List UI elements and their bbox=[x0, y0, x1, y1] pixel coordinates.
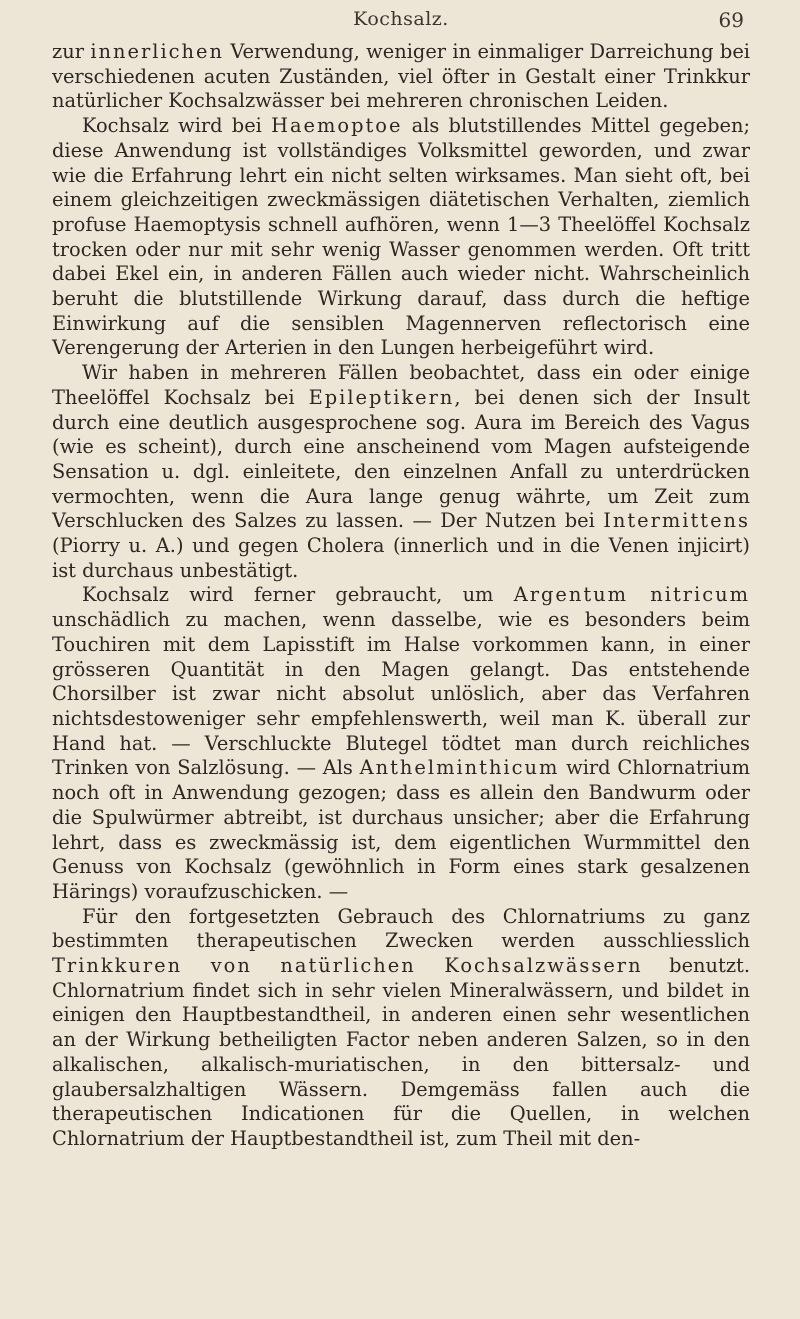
paragraph bbox=[52, 905, 750, 1152]
text-run: (Piorry u. A.) und gegen Cholera (innerlich und in die Venen injicirt) ist durchaus unbestätigt. bbox=[52, 534, 750, 582]
text-run: als blutstillendes Mittel gegeben; diese Anwendung ist vollständiges Volksmittel geworden, und zwar wie die Erfahrung lehrt ein nicht selten wirksames. Man sieht oft, bei einem gleichzeitigen zweckmässigen diätetischen Verhalten, ziemlich profuse Haemoptysis schnell aufhören, wenn 1—3 Theelöffel Kochsalz trocken oder nur mit sehr wenig Wasser genommen werden. Oft tritt dabei Ekel ein, in anderen Fällen auch wieder nicht. Wahrscheinlich beruht die blutstillende Wirkung darauf, dass durch die heftige Einwirkung auf die sensiblen Magennerven reflectorisch eine Verengerung der Arterien in den Lungen herbeigeführt wird. bbox=[52, 114, 750, 360]
emphasized-term: Argentum nitricum bbox=[513, 583, 750, 607]
emphasized-term: innerlichen bbox=[90, 40, 224, 63]
text-run: zur bbox=[52, 40, 91, 63]
body-text bbox=[52, 40, 750, 1152]
text-run: wird Chlornatrium noch oft in Anwendung gezogen; dass es allein den Bandwurm oder die Spulwürmer abtreibt, ist durchaus unsicher; aber die Erfahrung lehrt, dass es zweckmässig ist, dem eigentlichen Wurmmittel den Genuss von Kochsalz (gewöhnlich in Form eines stark gesalzenen Härings) voraufzuschicken. — bbox=[52, 756, 750, 903]
text-run: Kochsalz wird bei bbox=[82, 114, 272, 138]
page-header bbox=[52, 0, 750, 40]
paragraph bbox=[52, 361, 750, 583]
paragraph bbox=[52, 114, 750, 361]
paragraph bbox=[52, 583, 750, 904]
emphasized-term: Epileptikern bbox=[308, 385, 455, 409]
paragraph bbox=[52, 40, 750, 114]
text-run: Wir haben in mehreren Fällen beobachtet, dass ein oder einige Theelöffel Kochsalz bei bbox=[52, 361, 750, 409]
page-number: 69 bbox=[718, 8, 744, 32]
text-run: Für den fortgesetzten Gebrauch des Chlornatriums zu ganz bestimmten therapeutischen Zwecken werden ausschliesslich bbox=[52, 904, 750, 953]
text-run: benutzt. Chlornatrium findet sich in sehr vielen Mineralwässern, und bildet in einigen den Hauptbestandtheil, in anderen einen sehr wesentlichen an der Wirkung betheiligten Factor neben anderen Salzen, so in den alkalischen, alkalisch-muriatischen, in den bittersalz- und glaubersalzhaltigen Wässern. Demgemäss fallen auch die therapeutischen Indicationen für die Quellen, in welchen Chlornatrium der Hauptbestandtheil ist, zum Theil mit den- bbox=[52, 954, 750, 1150]
text-run: unschädlich zu machen, wenn dasselbe, wie es besonders beim Touchiren mit dem Lapisstift im Halse vorkommen kann, in einer grösseren Quantität in den Magen gelangt. Das entstehende Chorsilber ist zwar nicht absolut unlöslich, aber das Verfahren nichtsdestoweniger sehr empfehlenswerth, weil man K. überall zur Hand hat. — Verschluckte Blutegel tödtet man durch reichliches Trinken von Salzlösung. — Als bbox=[52, 608, 750, 780]
emphasized-term: Trinkkuren von natürlichen Kochsalzwässern bbox=[52, 954, 643, 978]
text-run: Kochsalz wird ferner gebraucht, um bbox=[82, 583, 514, 607]
text-run: , bei denen sich der Insult durch eine deutlich ausgesprochene sog. Aura im Bereich des Vagus (wie es scheint), durch eine anscheinend vom Magen aufsteigende Sensation u. dgl. einleitete, den einzelnen Anfall zu unterdrücken vermochten, wenn die Aura lange genug währte, um Zeit zum Verschlucken des Salzes zu lassen. — Der Nutzen bei bbox=[52, 385, 750, 533]
text-run: Verwendung, weniger in einmaliger Darreichung bei verschiedenen acuten Zuständen, viel öfter in Gestalt einer Trinkkur natürlicher Kochsalzwässer bei mehreren chronischen Leiden. bbox=[52, 40, 750, 113]
emphasized-term: Intermittens bbox=[603, 509, 750, 533]
emphasized-term: Haemoptoe bbox=[271, 114, 403, 138]
running-title: Kochsalz. bbox=[353, 8, 449, 30]
emphasized-term: Anthelminthicum bbox=[359, 756, 560, 780]
